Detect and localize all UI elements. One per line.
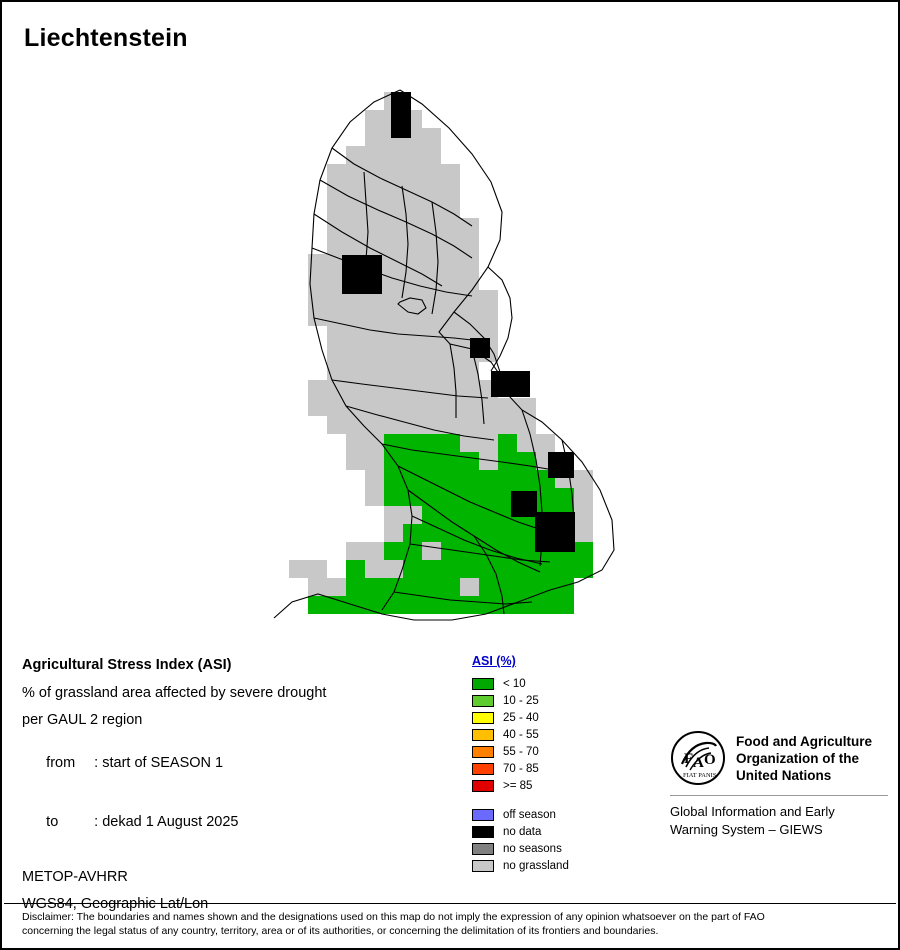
legend-swatch-icon	[472, 809, 494, 821]
info-to-value: : dekad 1 August 2025	[94, 814, 239, 830]
fao-logo-icon	[670, 730, 726, 786]
legend-label: < 10	[503, 677, 526, 690]
disclaimer-line-2: concerning the legal status of any country, territory, area or of its authorities, or concerning the delimitation of its frontiers and boundaries.	[22, 925, 659, 937]
legend-swatch-icon	[472, 678, 494, 690]
fao-divider	[670, 795, 888, 796]
map-legend	[472, 654, 652, 874]
legend-item-no-seasons[interactable]	[472, 840, 652, 857]
fao-org-line-3: United Nations	[736, 768, 832, 783]
legend-label: 25 - 40	[503, 711, 539, 724]
legend-swatch-icon	[472, 860, 494, 872]
legend-label: 40 - 55	[503, 728, 539, 741]
legend-spacer	[472, 794, 652, 806]
legend-label: 70 - 85	[503, 762, 539, 775]
info-projection: WGS84, Geographic Lat/Lon	[22, 896, 209, 912]
legend-swatch-icon	[472, 780, 494, 792]
legend-item-asi-70-85[interactable]	[472, 760, 652, 777]
svg-text:FIAT PANIS: FIAT PANIS	[683, 772, 717, 779]
map-info-block	[22, 657, 462, 923]
legend-swatch-icon	[472, 729, 494, 741]
legend-item-asi-gte85[interactable]	[472, 777, 652, 794]
info-to-label: to	[46, 814, 59, 830]
page-title: Liechtenstein	[24, 24, 188, 52]
svg-text:O: O	[704, 752, 716, 768]
info-region-level: per GAUL 2 region	[22, 712, 143, 728]
legend-label: no data	[503, 825, 542, 838]
legend-swatch-icon	[472, 843, 494, 855]
info-gap	[22, 857, 462, 869]
info-heading: Agricultural Stress Index (ASI)	[22, 657, 232, 673]
legend-title: ASI (%)	[472, 654, 516, 668]
legend-label: >= 85	[503, 779, 533, 792]
fao-header	[670, 730, 888, 786]
info-subtitle: % of grassland area affected by severe drought	[22, 685, 327, 701]
legend-label: no grassland	[503, 859, 569, 872]
legend-label: off season	[503, 808, 556, 821]
disclaimer-divider	[4, 903, 896, 904]
legend-swatch-icon	[472, 746, 494, 758]
info-from-label: from	[46, 755, 76, 771]
fao-system-line-2: Warning System – GIEWS	[670, 822, 823, 837]
fao-org-line-2: Organization of the	[736, 751, 859, 766]
legend-label: 10 - 25	[503, 694, 539, 707]
legend-item-asi-25-40[interactable]	[472, 709, 652, 726]
svg-text:F: F	[684, 751, 694, 767]
legend-item-asi-lt10[interactable]	[472, 675, 652, 692]
legend-item-asi-55-70[interactable]	[472, 743, 652, 760]
legend-swatch-icon	[472, 763, 494, 775]
legend-item-no-grassland[interactable]	[472, 857, 652, 874]
fao-org-line-1: Food and Agriculture	[736, 734, 872, 749]
disclaimer-line-1: Disclaimer: The boundaries and names shown and the designations used on this map do not imply the expression of any opinion whatsoever on the part of FAO	[22, 911, 765, 923]
map-canvas[interactable]	[2, 62, 898, 622]
legend-swatch-icon	[472, 695, 494, 707]
legend-item-asi-40-55[interactable]	[472, 726, 652, 743]
info-period-to	[22, 798, 462, 846]
fao-system-line-1: Global Information and Early	[670, 804, 835, 819]
info-from-value: : start of SEASON 1	[94, 755, 224, 771]
legend-item-off-season[interactable]	[472, 806, 652, 823]
legend-swatch-icon	[472, 712, 494, 724]
legend-item-asi-10-25[interactable]	[472, 692, 652, 709]
legend-label: no seasons	[503, 842, 562, 855]
info-sensor: METOP-AVHRR	[22, 869, 128, 885]
disclaimer	[22, 910, 882, 938]
fao-block	[670, 730, 888, 839]
legend-label: 55 - 70	[503, 745, 539, 758]
svg-text:A: A	[693, 755, 704, 771]
fao-organization-name	[736, 730, 872, 784]
legend-swatch-icon	[472, 826, 494, 838]
legend-item-no-data[interactable]	[472, 823, 652, 840]
info-period-from	[22, 739, 462, 787]
fao-system-name	[670, 803, 888, 839]
